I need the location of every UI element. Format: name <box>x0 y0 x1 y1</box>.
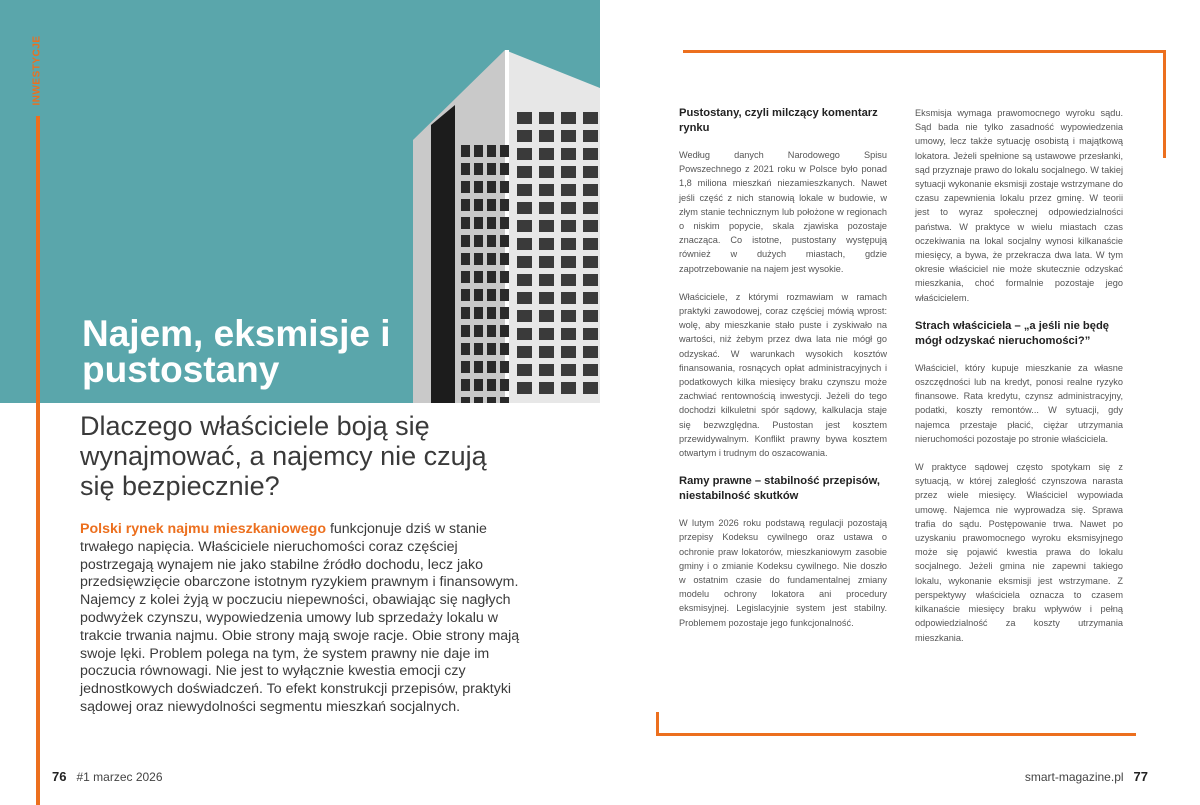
building-window <box>517 220 532 232</box>
building-window <box>487 145 496 157</box>
building-photo <box>395 50 600 403</box>
building-window <box>474 289 483 301</box>
building-window <box>561 112 576 124</box>
building-window <box>461 361 470 373</box>
building-window <box>561 364 576 376</box>
building-window <box>500 379 509 391</box>
building-window <box>583 220 598 232</box>
building-window <box>539 292 554 304</box>
building-window <box>487 163 496 175</box>
building-window <box>539 310 554 322</box>
section-label <box>23 30 51 110</box>
building-window <box>583 364 598 376</box>
building-window <box>474 361 483 373</box>
building-window <box>487 325 496 337</box>
building-window <box>500 217 509 229</box>
building-window <box>583 184 598 196</box>
building-window <box>474 325 483 337</box>
building-window <box>461 163 470 175</box>
building-window <box>517 202 532 214</box>
building-window <box>561 184 576 196</box>
building-window <box>539 112 554 124</box>
building-window <box>583 148 598 160</box>
building-window <box>561 202 576 214</box>
folio-right <box>1025 769 1148 784</box>
building-window <box>461 343 470 355</box>
building-window <box>487 271 496 283</box>
building-window <box>517 148 532 160</box>
building-window <box>539 382 554 394</box>
building-window <box>474 181 483 193</box>
building-window <box>517 328 532 340</box>
building-window <box>461 199 470 211</box>
building-window <box>500 271 509 283</box>
building-window <box>500 235 509 247</box>
building-window <box>500 397 509 403</box>
building-window <box>500 199 509 211</box>
building-window <box>539 220 554 232</box>
text-column-1 <box>679 106 887 644</box>
building-window <box>517 112 532 124</box>
building-window <box>539 364 554 376</box>
building-window <box>461 145 470 157</box>
building-stairwell <box>431 105 455 403</box>
building-window <box>500 253 509 265</box>
heading-vacancies: Pustostany, czyli milczący komentarz rynku <box>679 107 878 134</box>
building-window <box>461 325 470 337</box>
building-window <box>561 166 576 178</box>
building-window <box>517 292 532 304</box>
building-window <box>561 238 576 250</box>
building-window <box>561 130 576 142</box>
building-window <box>561 220 576 232</box>
building-window <box>461 235 470 247</box>
building-window <box>461 253 470 265</box>
building-window <box>561 328 576 340</box>
building-window <box>474 253 483 265</box>
building-window <box>461 217 470 229</box>
folio-left <box>52 769 163 784</box>
lead-paragraph <box>80 521 520 717</box>
building-window <box>583 292 598 304</box>
building-window <box>517 346 532 358</box>
building-window <box>561 346 576 358</box>
building-window <box>500 145 509 157</box>
building-window <box>583 130 598 142</box>
page-number-right: 77 <box>1133 769 1148 784</box>
building-window <box>474 343 483 355</box>
building-window <box>517 274 532 286</box>
issue-label: #1 marzec 2026 <box>76 770 163 784</box>
building-window <box>487 307 496 319</box>
building-window <box>583 382 598 394</box>
paragraph: W lutym 2026 roku podstawą regulacji pozostają przepisy Kodeksu cywilnego oraz ustawa o ochronie praw lokatorów, mieszkaniowym zasobie gminy i o zmianie Kodeksu cywilnego. Nie doszło w ostatnim czasie do fundamentalnej zmiany modelu ochrony lokatora ani procedury eksmisyjnej. Legislacyjnie system jest stabilny. Problemem pozostaje jego funkcjonalność. <box>679 518 887 628</box>
building-window <box>539 184 554 196</box>
article-title: Najem, eksmisje i pustostany <box>82 313 391 390</box>
building-window <box>517 184 532 196</box>
building-window <box>539 274 554 286</box>
paragraph: W praktyce sądowej często spotykam się z sytuacją, w której zaległość czynszowa narasta przez wiele miesięcy. Właściciel wypowiada umowę. Najemca nie wyprowadza się. Sprawa trafia do sądu. Postępowanie trwa. Nawet po uzyskaniu prawomocnego wyroku eksmisyjnego może się pojawić kwestia prawa do lokalu socjalnego. Jeżeli gmina nie zapewni takiego lokalu, wykonanie eksmisji jest wstrzymane. Z perspektywy właściciela oznacza to czasem kilkanaście miesięcy braku wpływów i pełną odpowiedzialność za koszty utrzymania mieszkania. <box>915 462 1123 643</box>
building-window <box>517 310 532 322</box>
section-rule <box>36 116 40 805</box>
building-window <box>461 289 470 301</box>
building-window <box>539 346 554 358</box>
heading-legal-framework: Ramy prawne – stabilność przepisów, niestabilność skutków <box>679 475 881 503</box>
lead-highlight: Polski rynek najmu mieszkaniowego <box>80 521 327 537</box>
paragraph: Eksmisja wymaga prawomocnego wyroku sądu. Sąd bada nie tylko zasadność wypowiedzenia umowy, lecz także sytuację osobistą i majątkową lokatora. Jeżeli spełnione są ustawowe przesłanki, sąd przyznaje prawo do lokalu socjalnego. W takiej sytuacji wykonanie eksmisji zostaje wstrzymane do czasu zapewnienia lokalu przez gminę. W teorii jest to wyraz społecznej odpowiedzialności państwa. W praktyce w wielu miastach czas oczekiwania na lokal socjalny wynosi kilkanaście miesięcy, a bywa, że przekracza dwa lata. W tym okresie właściciel nie może skutecznie odzyskać mieszkania, choć formalnie pozostaje jego właścicielem. <box>915 108 1123 303</box>
building-window <box>561 256 576 268</box>
paragraph: Według danych Narodowego Spisu Powszechnego z 2021 roku w Polsce było ponad 1,8 miliona mieszkań niezamieszkanych. Nawet jeśli część z nich stanowią lokale w budowie, w złym stanie technicznym lub położone w regionach o niskim popycie, skala zjawiska pozostaje znacząca. Co istotne, pustostany występują również w dużych miastach, gdzie zapotrzebowanie na najem jest wysokie. <box>679 150 887 274</box>
building-window <box>500 343 509 355</box>
frame-line-bottom <box>656 733 1136 736</box>
building-window <box>539 328 554 340</box>
building-window <box>474 145 483 157</box>
building-window <box>517 166 532 178</box>
building-window <box>539 238 554 250</box>
building-window <box>474 199 483 211</box>
building-window <box>461 271 470 283</box>
building-window <box>461 397 470 403</box>
building-window <box>487 253 496 265</box>
building-window <box>583 166 598 178</box>
building-window <box>487 343 496 355</box>
lead-text: funkcjonuje dziś w stanie trwałego napięcia. Właściciele nieruchomości coraz częściej postrzegają wynajem nie jako stabilne źródło dochodu, lecz jako przedsięwzięcie obarczone istotnym ryzykiem prawnym i finansowym. Najemcy z kolei żyją w poczuciu niepewności, obawiając się nagłych podwyżek czynszu, wypowiedzenia umowy lub sprzedaży lokalu w trakcie trwania najmu. Obie strony mają swoje racje. Obie strony mają swoje lęki. Problem polega na tym, że system prawny nie daje im poczucia równowagi. Nie jest to wyłącznie kwestia emocji czy jednostkowych doświadczeń. To efekt konstrukcji przepisów, praktyki sądowej oraz niewydolności segmentu mieszkań socjalnych. <box>80 521 520 715</box>
building-window <box>487 199 496 211</box>
building-window <box>500 181 509 193</box>
paragraph: Właściciel, który kupuje mieszkanie za własne oszczędności lub na kredyt, ponosi realne ryzyko finansowe. Rata kredytu, czynsz administracyjny, podatki, koszty remontów... W sytuacji, gdy najemca przestaje płacić, ciężar utrzymania nieruchomości pozostaje po stronie właściciela. <box>915 362 1123 444</box>
building-window <box>474 307 483 319</box>
building-window <box>517 238 532 250</box>
building-window <box>539 148 554 160</box>
building-window <box>500 307 509 319</box>
paragraph: Właściciele, z którymi rozmawiam w ramach praktyki zawodowej, coraz częściej mówią wprost: wolę, aby mieszkanie stało puste i zyskiwało na wartości, niż żebym przez dwa lata nie mógł go odzyskać. W warunkach wysokich kosztów finansowania, rosnących opłat administracyjnych i podatkowych kilka miesięcy braku czynszu może zachwiać rentownością inwestycji. Jeżeli do tego dochodzi kilkuletni spór sądowy, kalkulacja staje się bezwzględna. Pustostan jest kosztem przewidywalnym. Konflikt prawny bywa kosztem otwartym i trudnym do oszacowania. <box>679 291 887 459</box>
building-window <box>487 235 496 247</box>
building-window <box>583 202 598 214</box>
building-window <box>487 379 496 391</box>
page-number-left: 76 <box>52 769 67 784</box>
building-window <box>474 217 483 229</box>
building-window <box>561 382 576 394</box>
building-window <box>517 256 532 268</box>
building-window <box>500 361 509 373</box>
building-window <box>517 130 532 142</box>
building-window <box>474 163 483 175</box>
building-window <box>487 289 496 301</box>
building-window <box>487 217 496 229</box>
building-window <box>561 310 576 322</box>
building-window <box>539 130 554 142</box>
building-window <box>561 274 576 286</box>
building-window <box>561 292 576 304</box>
website-label: smart-magazine.pl <box>1024 770 1124 784</box>
building-window <box>474 397 483 403</box>
building-window <box>461 379 470 391</box>
building-window <box>583 310 598 322</box>
building-window <box>539 256 554 268</box>
building-window <box>487 181 496 193</box>
building-window <box>517 364 532 376</box>
building-window <box>487 361 496 373</box>
building-window <box>500 289 509 301</box>
building-window <box>583 256 598 268</box>
frame-line-right <box>1163 50 1166 158</box>
building-window <box>583 346 598 358</box>
frame-line-top <box>683 50 1166 53</box>
text-column-2 <box>915 106 1123 659</box>
building-window <box>474 271 483 283</box>
building-window <box>500 163 509 175</box>
building-window <box>517 382 532 394</box>
section-label-text: INWESTYCJE <box>31 34 43 106</box>
building-window <box>461 307 470 319</box>
building-window <box>539 202 554 214</box>
building-window <box>500 325 509 337</box>
building-window <box>474 235 483 247</box>
building-window <box>583 274 598 286</box>
building-window <box>461 181 470 193</box>
building-window <box>583 238 598 250</box>
building-window <box>583 112 598 124</box>
heading-owner-fear: Strach właściciela – „a jeśli nie będę mógł odzyskać nieruchomości?” <box>915 319 1110 347</box>
building-window <box>561 148 576 160</box>
article-subtitle: Dlaczego właściciele boją się wynajmować, a najemcy nie czują się bezpiecznie? <box>80 411 487 501</box>
building-window <box>487 397 496 403</box>
building-window <box>474 379 483 391</box>
building-window <box>539 166 554 178</box>
building-window <box>583 328 598 340</box>
